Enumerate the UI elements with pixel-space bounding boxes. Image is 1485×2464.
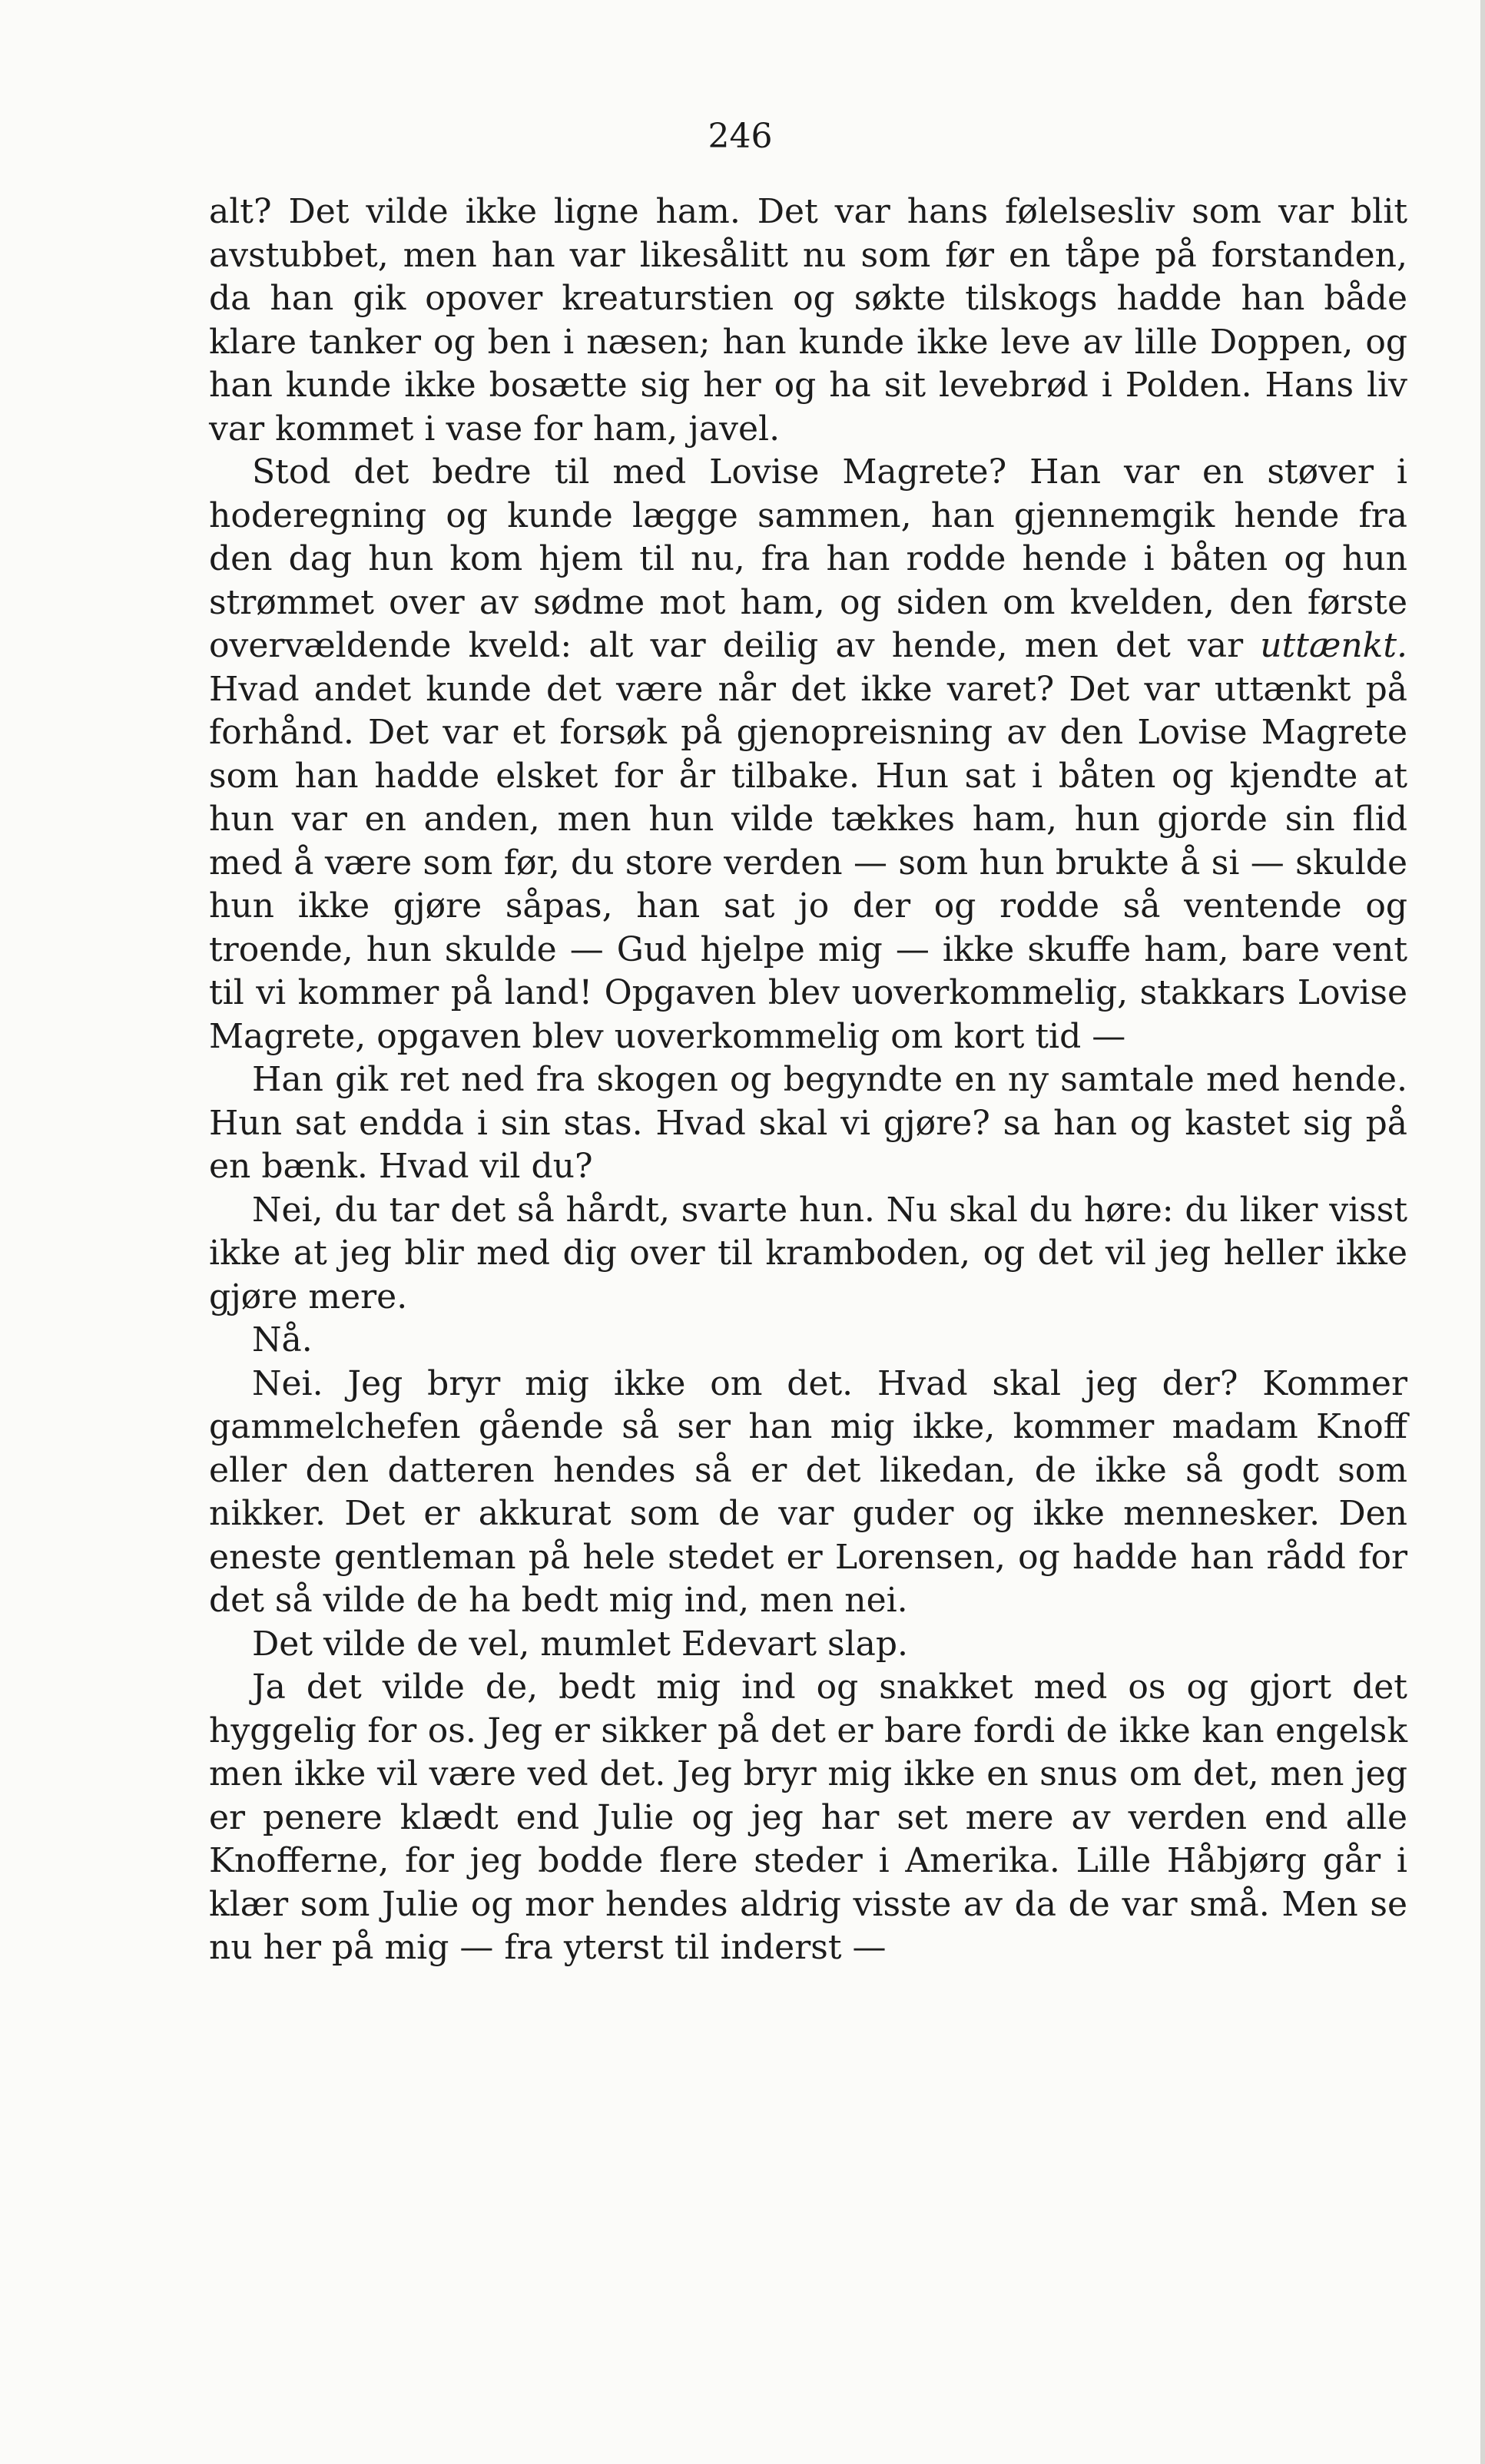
paragraph-text: Han gik ret ned fra skogen og begyndte en ny samtale med hende. Hun sat endda i sin stas. Hvad skal vi gjøre? sa han og kastet sig på en bænk. Hvad vil du? (209, 1060, 1407, 1186)
page-number: 246 (708, 117, 773, 156)
paragraph-3 (209, 1058, 1407, 1189)
paragraph-7 (209, 1623, 1407, 1667)
italic-word: uttænkt. (1260, 626, 1407, 665)
paragraph-1 (209, 190, 1407, 451)
paragraph-text: alt? Det vilde ikke ligne ham. Det var hans følelsesliv som var blit avstubbet, men han var likesålitt nu som før en tåpe på forstanden, da han gik opover kreaturstien og søkte tilskogs hadde han både klare tanker og ben i næsen; han kunde ikke leve av lille Doppen, og han kunde ikke bosætte sig her og ha sit levebrød i Polden. Hans liv var kommet i vase for ham, javel. (209, 192, 1407, 449)
paragraph-text: Ja det vilde de, bedt mig ind og snakket med os og gjort det hyggelig for os. Jeg er sikker på det er bare fordi de ikke kan engelsk men ikke vil være ved det. Jeg bryr mig ikke en snus om det, men jeg er penere klædt end Julie og jeg har set mere av verden end alle Knofferne, for jeg bodde flere steder i Amerika. Lille Håbjørg går i klær som Julie og mor hendes aldrig visste av da de var små. Men se nu her på mig — fra yterst til inderst — (209, 1668, 1407, 1967)
paragraph-6 (209, 1363, 1407, 1623)
paragraph-text: Nei, du tar det så hårdt, svarte hun. Nu skal du høre: du liker visst ikke at jeg blir med dig over til kramboden, og det vil jeg heller ikke gjøre mere. (209, 1190, 1407, 1316)
paragraph-5 (209, 1319, 1407, 1363)
paragraph-text: Stod det bedre til med Lovise Magrete? Han var en støver i hoderegning og kunde lægge sammen, han gjennemgik hende fra den dag hun kom hjem til nu, fra han rodde hende i båten og hun strømmet over av sødme mot ham, og siden om kvelden, den første overvældende kveld: alt var deilig av hende, men det var (209, 452, 1407, 665)
paragraph-text: Nå. (252, 1320, 313, 1360)
paragraph-4 (209, 1189, 1407, 1320)
paragraph-2 (209, 451, 1407, 1058)
paragraph-text: Hvad andet kunde det være når det ikke varet? Det var uttænkt på forhånd. Det var et forsøk på gjenopreisning av den Lovise Magrete som han hadde elsket for år tilbake. Hun sat i båten og kjendte at hun var en anden, men hun vilde tækkes ham, hun gjorde sin flid med å være som før, du store verden — som hun brukte å si — skulde hun ikke gjøre såpas, han sat jo der og rodde så ventende og troende, hun skulde — Gud hjelpe mig — ikke skuffe ham, bare vent til vi kommer på land! Opgaven blev uoverkommelig, stakkars Lovise Magrete, opgaven blev uoverkommelig om kort tid — (209, 669, 1407, 1056)
paragraph-text: Nei. Jeg bryr mig ikke om det. Hvad skal jeg der? Kommer gammelchefen gående så ser han mig ikke, kommer madam Knoff eller den datteren hendes så er det likedan, de ikke så godt som nikker. Det er akkurat som de var guder og ikke mennesker. Den eneste gentleman på hele stedet er Lorensen, og hadde han rådd for det så vilde de ha bedt mig ind, men nei. (209, 1363, 1407, 1620)
paragraph-8 (209, 1666, 1407, 1970)
paragraph-text: Det vilde de vel, mumlet Edevart slap. (252, 1624, 909, 1664)
body-text (209, 190, 1407, 1970)
